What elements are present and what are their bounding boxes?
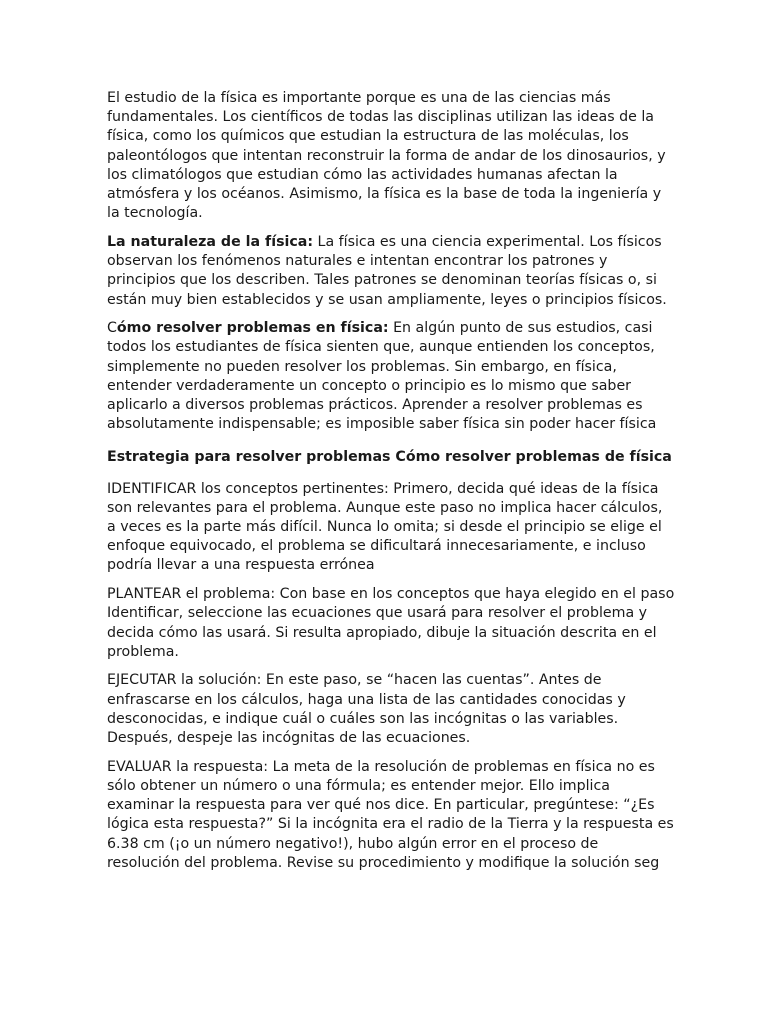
strategy-heading: Estrategia para resolver problemas Cómo resolver problemas de física (107, 449, 672, 466)
step-plantear: PLANTEAR el problema: Con base en los conceptos que haya elegido en el paso Identificar, seleccione las ecuaciones que usará para resolver el problema y decida cómo las usará. Si resulta apropiado, dibuje la situación descrita en el problema. (107, 586, 675, 660)
step-evaluar: EVALUAR la respuesta: La meta de la resolución de problemas en física no es sólo obtener un número o una fórmula; es entender mejor. Ello implica examinar la respuesta para ver qué nos dice. En particular, pregúntese: “¿Es lógica esta respuesta?” Si la incógnita era el radio de la Tierra y la respuesta es 6.38 cm (¡o un número negativo!), hubo algún error en el proceso de resolución del problema. Revise su procedimiento y modifique la solución seg (107, 758, 674, 871)
nature-text: La física es una ciencia experimental. Los físicos observan los fenómenos naturales e intentan encontrar los patrones y principios que los describen. Tales patrones se denominan teorías físicas o, si están muy bien establecidos y se usan ampliamente, leyes o principios físicos. (107, 233, 667, 308)
solve-paragraph (107, 319, 675, 434)
solve-heading: ómo resolver problemas en física: (116, 320, 389, 337)
step-identificar: IDENTIFICAR los conceptos pertinentes: Primero, decida qué ideas de la física son relevantes para el problema. Aunque este paso no implica hacer cálculos, a veces es la parte más difícil. Nunca lo omita; si desde el principio se elige el enfoque equivocado, el problema se dificultará innecesariamente, e incluso podría llevar a una respuesta errónea (107, 480, 663, 574)
nature-heading: La naturaleza de la física: (107, 233, 314, 250)
nature-paragraph (107, 233, 675, 310)
solve-lead-char: C (107, 320, 117, 337)
step-ejecutar: EJECUTAR la solución: En este paso, se “hacen las cuentas”. Antes de enfrascarse en los cálculos, haga una lista de las cantidades conocidas y desconocidas, e indique cuál o cuáles son las incógnitas o las variables. Después, despeje las incógnitas de las ecuaciones. (107, 672, 626, 747)
intro-paragraph: El estudio de la física es importante porque es una de las ciencias más fundamentales. Los científicos de todas las disciplinas utilizan las ideas de la física, como los químicos que estudian la estructura de las moléculas, los paleontólogos que intentan reconstruir la forma de andar de los dinosaurios, y los climatólogos que estudian cómo las actividades humanas afectan la atmósfera y los océanos. Asimismo, la física es la base de toda la ingeniería y la tecnología. (107, 90, 666, 222)
document-page (107, 89, 675, 883)
solve-text: En algún punto de sus estudios, casi todos los estudiantes de física sienten que, aunque entienden los conceptos, simplemente no pueden resolver los problemas. Sin embargo, en física, entender verdaderamente un concepto o principio es lo mismo que saber aplicarlo a diversos problemas prácticos. Aprender a resolver problemas es absolutamente indispensable; es imposible saber física sin poder hacer física (107, 320, 657, 433)
